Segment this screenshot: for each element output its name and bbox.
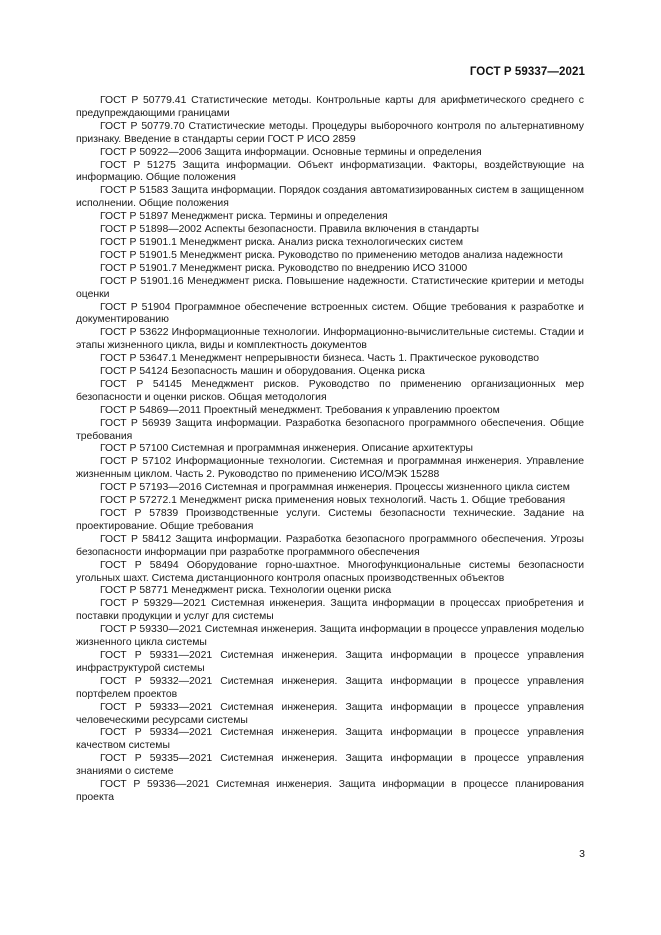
reference-item: ГОСТ Р 51901.5 Менеджмент риска. Руководство по применению методов анализа надежности [100, 249, 563, 261]
page-number: 3 [579, 848, 585, 860]
reference-item: ГОСТ Р 51583 Защита информации. Порядок создания автоматизированных систем в защищенном исполнении. Общие положения [76, 185, 584, 210]
reference-item: ГОСТ Р 59336—2021 Системная инженерия. Защита информации в процессе планирования проекта [76, 779, 584, 803]
reference-item: ГОСТ Р 54145 Менеджмент рисков. Руководство по применению организационных мер безопасности и оценки рисков. Общая методология [76, 378, 584, 403]
reference-item: ГОСТ Р 51897 Менеджмент риска. Термины и определения [100, 211, 388, 223]
reference-item: ГОСТ Р 51898—2002 Аспекты безопасности. Правила включения в стандарты [100, 224, 479, 236]
reference-item: ГОСТ Р 59333—2021 Системная инженерия. Защита информации в процессе управления человеческими ресурсами системы [76, 701, 584, 726]
reference-item: ГОСТ Р 59335—2021 Системная инженерия. Защита информации в процессе управления знаниями о системе [76, 753, 584, 778]
reference-item: ГОСТ Р 59332—2021 Системная инженерия. Защита информации в процессе управления портфелем проектов [76, 675, 584, 700]
reference-item: ГОСТ Р 59329—2021 Системная инженерия. Защита информации в процессах приобретения и поставки продукции и услуг для системы [76, 598, 584, 623]
document-header-id: ГОСТ Р 59337—2021 [469, 66, 585, 78]
reference-item: ГОСТ Р 58412 Защита информации. Разработка безопасного программного обеспечения. Угрозы безопасности информации при разработке программного обеспечения [76, 533, 584, 558]
reference-item: ГОСТ Р 57100 Системная и программная инженерия. Описание архитектуры [100, 443, 473, 455]
reference-item: ГОСТ Р 50922—2006 Защита информации. Основные термины и определения [100, 146, 482, 158]
reference-item: ГОСТ Р 50779.41 Статистические методы. Контрольные карты для арифметического среднего с предупреждающими границами [76, 95, 584, 119]
reference-item: ГОСТ Р 58771 Менеджмент риска. Технологии оценки риска [100, 585, 392, 597]
reference-item: ГОСТ Р 51901.16 Менеджмент риска. Повышение надежности. Статистические критерии и методы оценки [76, 275, 584, 300]
reference-item: ГОСТ Р 51904 Программное обеспечение встроенных систем. Общие требования к разработке и документированию [76, 301, 584, 326]
reference-item: ГОСТ Р 51901.7 Менеджмент риска. Руководство по внедрению ИСО 31000 [100, 262, 468, 274]
reference-item: ГОСТ Р 54124 Безопасность машин и оборудования. Оценка риска [100, 366, 425, 378]
reference-item: ГОСТ Р 56939 Защита информации. Разработка безопасного программного обеспечения. Общие требования [76, 417, 584, 442]
reference-item: ГОСТ Р 53647.1 Менеджмент непрерывности бизнеса. Часть 1. Практическое руководство [100, 353, 540, 365]
reference-item: ГОСТ Р 51275 Защита информации. Объект информатизации. Факторы, воздействующие на информацию. Общие положения [76, 159, 584, 184]
reference-item: ГОСТ Р 59330—2021 Системная инженерия. Защита информации в процессе управления моделью жизненного цикла системы [76, 624, 584, 649]
reference-item: ГОСТ Р 59331—2021 Системная инженерия. Защита информации в процессе управления инфраструктурой системы [76, 649, 584, 674]
reference-item: ГОСТ Р 50779.70 Статистические методы. Процедуры выборочного контроля по альтернативному признаку. Введение в стандарты серии ГОСТ Р ИСО 2859 [76, 120, 584, 145]
reference-item: ГОСТ Р 57272.1 Менеджмент риска применения новых технологий. Часть 1. Общие требования [100, 495, 566, 507]
reference-item: ГОСТ Р 51901.1 Менеджмент риска. Анализ риска технологических систем [100, 236, 464, 248]
reference-item: ГОСТ Р 57102 Информационные технологии. Системная и программная инженерия. Управление жизненным циклом. Часть 2. Руководство по применению ИСО/МЭК 15288 [76, 456, 584, 481]
reference-item: ГОСТ Р 57193—2016 Системная и программная инженерия. Процессы жизненного цикла систем [100, 482, 570, 494]
reference-item: ГОСТ Р 57839 Производственные услуги. Системы безопасности технические. Задание на проектирование. Общие требования [76, 508, 584, 532]
reference-item: ГОСТ Р 59334—2021 Системная инженерия. Защита информации в процессе управления качеством системы [76, 727, 584, 752]
normative-references-list [76, 95, 584, 805]
reference-item: ГОСТ Р 53622 Информационные технологии. Информационно-вычислительные системы. Стадии и этапы жизненного цикла, виды и комплектность документов [76, 327, 584, 352]
reference-item: ГОСТ Р 54869—2011 Проектный менеджмент. Требования к управлению проектом [100, 404, 500, 416]
reference-item: ГОСТ Р 58494 Оборудование горно-шахтное. Многофункциональные системы безопасности угольных шахт. Система дистанционного контроля опасных производственных объектов [76, 559, 584, 584]
